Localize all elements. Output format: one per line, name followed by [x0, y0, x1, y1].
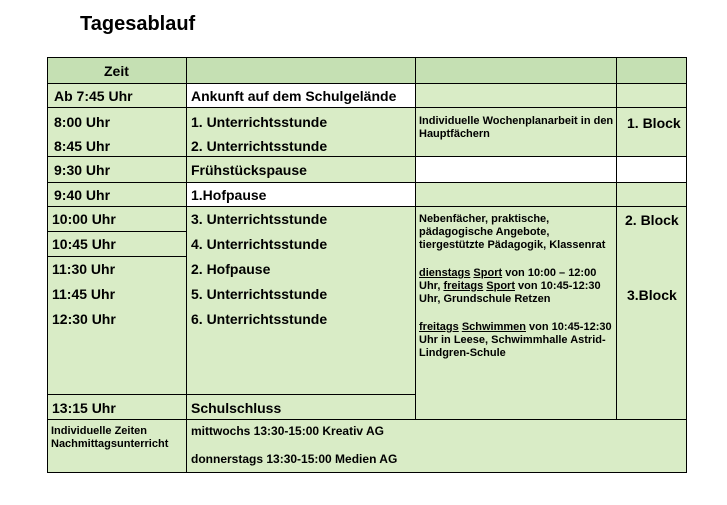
notes-swim-text: [416, 306, 616, 360]
activity-cell: [187, 183, 415, 206]
schedule-table: [47, 57, 687, 473]
activity-text: Frühstückspause: [191, 162, 307, 178]
activity-text: 1. Unterrichtsstunde: [191, 114, 328, 130]
grid-line: [48, 206, 686, 207]
afternoon-label: Individuelle Zeiten Nachmittagsunterricht: [51, 425, 169, 450]
swim-word: Schwimmen: [461, 321, 526, 333]
notes-cell: [416, 183, 616, 206]
afternoon-label-cell: [48, 420, 186, 472]
activity-cell: [187, 157, 415, 182]
sport-day1: dienstags: [419, 267, 471, 279]
afternoon-cell: [187, 420, 686, 472]
block1-label: 1. Block: [627, 115, 681, 131]
time-cell: [48, 183, 186, 206]
header-notes-cell: [416, 58, 616, 83]
block-cell-2-3: [617, 207, 686, 419]
sport-rest2: von 10:45-12:30 Uhr, Grundschule Retzen: [419, 280, 601, 305]
grid-line: [616, 58, 617, 420]
time-text: 10:00 Uhr: [52, 211, 116, 227]
time-cell: [48, 232, 186, 256]
time-text: 11:45 Uhr: [52, 286, 116, 302]
activity-cell: [187, 84, 415, 107]
time-cell: [48, 207, 186, 231]
activity-text: Ankunft auf dem Schulgelände: [191, 88, 397, 104]
activity-text: 5. Unterrichtsstunde: [191, 286, 328, 302]
header-time-cell: [48, 58, 186, 83]
time-text: 9:40 Uhr: [54, 187, 111, 203]
activity-text: 2. Hofpause: [191, 261, 271, 277]
notes-cell: [416, 84, 616, 107]
sport-day2: freitags: [443, 280, 484, 292]
swim-day: freitags: [419, 321, 459, 333]
notes-block1-text: Individuelle Wochenplanarbeit in den Hauptfächern: [419, 115, 614, 140]
activity-cell: [187, 207, 415, 419]
grid-line: [415, 58, 416, 420]
afternoon-line2: donnerstags 13:30-15:00 Medien AG: [191, 452, 398, 466]
grid-line: [48, 156, 686, 157]
header-time: Zeit: [104, 63, 129, 79]
time-text: 11:30 Uhr: [52, 261, 116, 277]
activity-text: 2. Unterrichtsstunde: [191, 138, 328, 154]
grid-line: [48, 83, 686, 84]
notes-cell-block1: [416, 108, 616, 156]
sport-word1: Sport: [473, 267, 503, 279]
time-cell: [48, 157, 186, 182]
sport-rest1: von 10:00 – 12:00 Uhr,: [419, 267, 597, 292]
grid-line: [48, 107, 686, 108]
header-block-cell: [617, 58, 686, 83]
grid-line: [48, 182, 686, 183]
time-text: 13:15 Uhr: [52, 400, 116, 416]
time-cell: [48, 84, 186, 107]
block2-label: 2. Block: [625, 212, 679, 228]
activity-text: 1.Hofpause: [191, 187, 267, 203]
afternoon-line1: mittwochs 13:30-15:00 Kreativ AG: [191, 424, 384, 438]
grid-line: [48, 394, 415, 395]
header-activity-cell: [187, 58, 415, 83]
activity-text: 3. Unterrichtsstunde: [191, 211, 328, 227]
time-text: 8:45 Uhr: [54, 138, 111, 154]
activity-cell: [187, 108, 415, 156]
notes-block2-text: Nebenfächer, praktische, pädagogische Angebote, tiergestützte Pädagogik, Klassenrat: [419, 213, 606, 251]
activity-text: 4. Unterrichtsstunde: [191, 236, 328, 252]
activity-text: Schulschluss: [191, 400, 282, 416]
block-cell: [617, 157, 686, 182]
time-text: 9:30 Uhr: [54, 162, 111, 178]
notes-sport-text: [416, 252, 616, 306]
time-text: 8:00 Uhr: [54, 114, 111, 130]
time-text: 12:30 Uhr: [52, 311, 116, 327]
notes-cell-block2: [416, 207, 616, 419]
sport-word2: Sport: [486, 280, 515, 292]
block3-label: 3.Block: [627, 287, 677, 303]
time-cell: [48, 108, 186, 156]
activity-text: 6. Unterrichtsstunde: [191, 311, 328, 327]
grid-line: [48, 231, 186, 232]
time-cell: [48, 395, 186, 419]
page-title: Tagesablauf: [80, 13, 196, 35]
time-text: Ab 7:45 Uhr: [54, 88, 133, 104]
grid-line: [186, 58, 187, 472]
block-cell: [617, 84, 686, 107]
swim-rest: von 10:45-12:30 Uhr in Leese, Schwimmhalle Astrid-Lindgren-Schule: [419, 321, 612, 359]
block-cell-1: [617, 108, 686, 156]
block-cell: [617, 183, 686, 206]
time-text: 10:45 Uhr: [52, 236, 116, 252]
grid-line: [48, 256, 186, 257]
grid-line: [48, 419, 686, 420]
notes-cell: [416, 157, 616, 182]
activity-cell: [187, 395, 415, 419]
